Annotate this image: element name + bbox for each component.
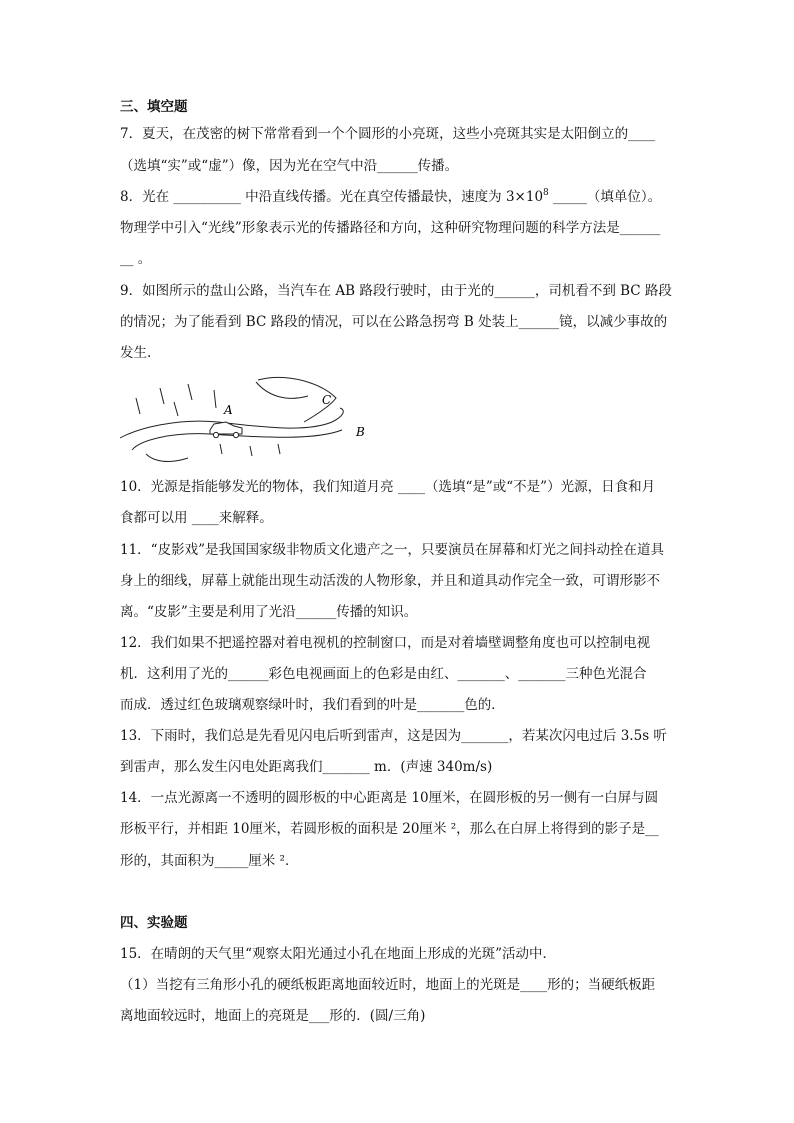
- road-mark-1: [220, 444, 222, 454]
- q9-line-3: 发生.: [120, 345, 152, 361]
- q8-line-1: [120, 188, 676, 208]
- road-mark-3: [278, 444, 280, 454]
- q8-line-3: __ 。: [120, 251, 152, 267]
- q7-line-2: （选填“实”或“虚”）像，因为光在空气中沿______传播。: [120, 158, 459, 174]
- slope-mark-4: [214, 390, 216, 408]
- q10-line-2: 食都可以用 ____来解释。: [120, 510, 273, 526]
- q11-line-1: 11．“皮影戏”是我国国家级非物质文化遗产之一，只要演员在屏幕和灯光之间抖动拴在道具: [120, 542, 664, 558]
- q15-line-1: 15．在晴朗的天气里“观察太阳光通过小孔在地面上形成的光斑”活动中．: [120, 946, 556, 962]
- q9-line-1: 9．如图所示的盘山公路，当汽车在 AB 路段行驶时，由于光的______，司机看不到 BC 路段: [120, 283, 672, 299]
- q15-line-2: （1）当挖有三角形小孔的硬纸板距离地面较近时，地面上的光斑是____形的；当硬纸板距: [120, 977, 656, 993]
- mountain-road-figure: [118, 374, 378, 466]
- slope-mark-1: [136, 398, 140, 414]
- label-b: B: [356, 425, 365, 439]
- q12-line-3: 而成．透过红色玻璃观察绿叶时，我们看到的叶是_______色的．: [120, 697, 505, 713]
- q15-line-3: 离地面较远时，地面上的亮斑是___形的．(圆/三角): [120, 1008, 426, 1024]
- slope-mark-5: [174, 402, 178, 416]
- q14-line-3: 形的，其面积为_____厘米 ²．: [120, 853, 299, 869]
- section-3-heading: 三、填空题: [120, 99, 188, 115]
- q11-line-2: 身上的细线，屏幕上就能出现生动活泼的人物形象，并且和道具动作完全一致，可谓形影不: [120, 573, 660, 589]
- q14-line-2: 形板平行，并相距 10厘米，若圆形板的面积是 20厘米 ²，那么在白屏上将得到的影子是__: [120, 821, 659, 837]
- q8-line-2: 物理学中引入“光线”形象表示光的传播路径和方向，这种研究物理问题的科学方法是______: [120, 220, 661, 236]
- q13-line-2: 到雷声，那么发生闪电处距离我们_______ m．(声速 340m/s): [120, 759, 493, 775]
- q9-line-2: 的情况；为了能看到 BC 路段的情况，可以在公路急拐弯 B 处装上______镜，以减少事故的: [120, 314, 668, 330]
- label-a: A: [224, 403, 233, 417]
- hill-ridge: [256, 382, 308, 398]
- q10-line-1: 10．光源是指能够发光的物体，我们知道月亮 ____（选填“是”或“不是”）光源，日食和月: [120, 479, 656, 495]
- q8-superscript: 8: [543, 188, 549, 198]
- label-c: C: [322, 393, 332, 407]
- q8-line-1-tail: _____（填单位）。: [548, 189, 662, 205]
- q11-line-3: 离。“皮影”主要是利用了光沿______传播的知识。: [120, 604, 418, 620]
- q12-line-1: 12．我们如果不把遥控器对着电视机的控制窗口，而是对着墙壁调整角度也可以控制电视: [120, 635, 651, 651]
- slope-mark-2: [160, 388, 164, 404]
- slope-mark-3: [188, 384, 192, 400]
- q13-line-1: 13．下雨时，我们总是先看见闪电后听到雷声，这是因为_______，若某次闪电过后 3.5s 听: [120, 728, 667, 744]
- section-4-heading: 四、实验题: [120, 915, 188, 931]
- road-mark-2: [250, 446, 252, 456]
- q14-line-1: 14．一点光源离一不透明的圆形板的中心距离是 10厘米，在圆形板的另一侧有一白屏与圆: [120, 790, 659, 806]
- road-bottom-curve: [146, 454, 188, 461]
- q12-line-2: 机．这利用了光的______彩色电视画面上的色彩是由红、_______、_______三种色光混合: [120, 666, 647, 682]
- q8-line-1-text: 8．光在 __________ 中沿直线传播。光在真空传播最快，速度为 3×10: [120, 189, 544, 205]
- q7-line-1: 7．夏天，在茂密的树下常常看到一个个圆形的小亮斑，这些小亮斑其实是太阳倒立的____: [120, 126, 656, 142]
